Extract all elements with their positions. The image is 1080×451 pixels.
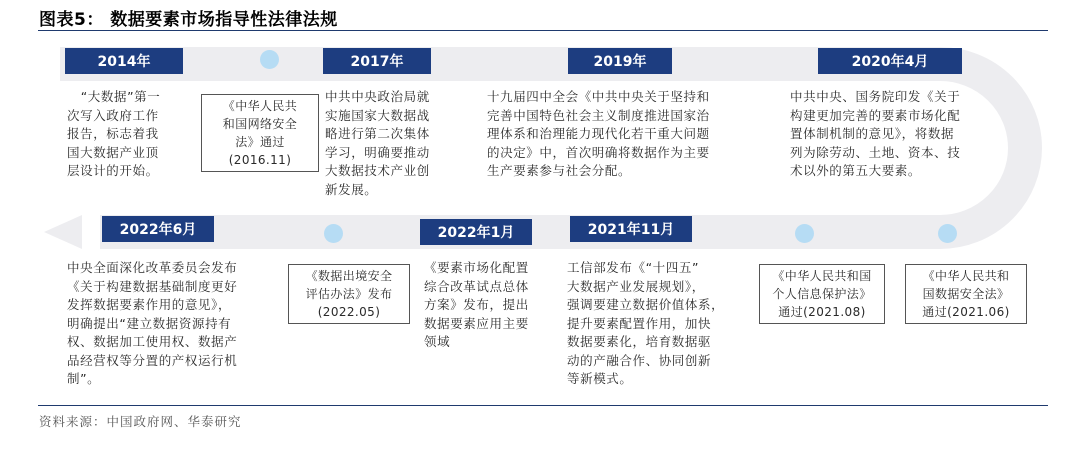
year-label-2022-06: 2022年6月 bbox=[102, 216, 214, 242]
year-label-2020-04: 2020年4月 bbox=[818, 48, 962, 74]
year-label-2017: 2017年 bbox=[323, 48, 431, 74]
event-2021-08-box: 《中华人民共和国 个人信息保护法》 通过(2021.08) bbox=[759, 264, 885, 324]
year-label-2021-11: 2021年11月 bbox=[570, 216, 692, 242]
bottom-rule bbox=[38, 405, 1048, 406]
event-2022-06-text: 中央全面深化改革委员会发布 《关于构建数据基础制度更好 发挥数据要素作用的意见》， 明确提出“建立数据资源持有 权、数据加工使用权、数据产 品经营权等分置的产权运行机 制”。 bbox=[67, 260, 238, 386]
event-2022-01-text: 《要素市场化配置 综合改革试点总体 方案》发布，提出 数据要素应用主要 领域 bbox=[424, 260, 529, 349]
event-2017-text: 中共中央政治局就 实施国家大数据战 略进行第二次集体 学习，明确要推动 大数据技术产业创 新发展。 bbox=[325, 89, 430, 197]
event-2016-box: 《中华人民共 和国网络安全 法》通过 (2016.11) bbox=[201, 94, 319, 172]
milestone-dot bbox=[938, 224, 957, 243]
year-label-2019: 2019年 bbox=[568, 48, 672, 74]
year-label-2022-01: 2022年1月 bbox=[420, 219, 532, 245]
year-label-2014: 2014年 bbox=[65, 48, 183, 74]
event-2019-text: 十九届四中全会《中共中央关于坚持和 完善中国特色社会主义制度推进国家治 理体系和治理能力现代化若干重大问题 的决定》中，首次明确将数据作为主要 生产要素参与社会分配。 bbox=[487, 89, 710, 178]
event-2022-05-box: 《数据出境安全 评估办法》发布 (2022.05) bbox=[288, 264, 410, 324]
event-2021-11-text: 工信部发布《“十四五” 大数据产业发展规划》， 强调要建立数据价值体系， 提升要素配置作用，加快 数据要素化，培育数据驱 动的产融合作、协同创新 等新模式。 bbox=[567, 260, 725, 386]
source-note: 资料来源：中国政府网、华泰研究 bbox=[39, 414, 242, 429]
milestone-dot bbox=[324, 224, 343, 243]
event-2021-06-box: 《中华人民共和 国数据安全法》 通过(2021.06) bbox=[905, 264, 1027, 324]
milestone-dot bbox=[260, 50, 279, 69]
event-2020-text: 中共中央、国务院印发《关于 构建更加完善的要素市场化配 置体制机制的意见》，将数据 列为除劳动、土地、资本、技 术以外的第五大要素。 bbox=[790, 89, 961, 178]
milestone-dot bbox=[795, 224, 814, 243]
event-2014-text: “大数据”第一 次写入政府工作 报告，标志着我 国大数据产业顶 层设计的开始。 bbox=[67, 89, 161, 178]
figure-title: 图表5： 数据要素市场指导性法律法规 bbox=[39, 10, 338, 30]
